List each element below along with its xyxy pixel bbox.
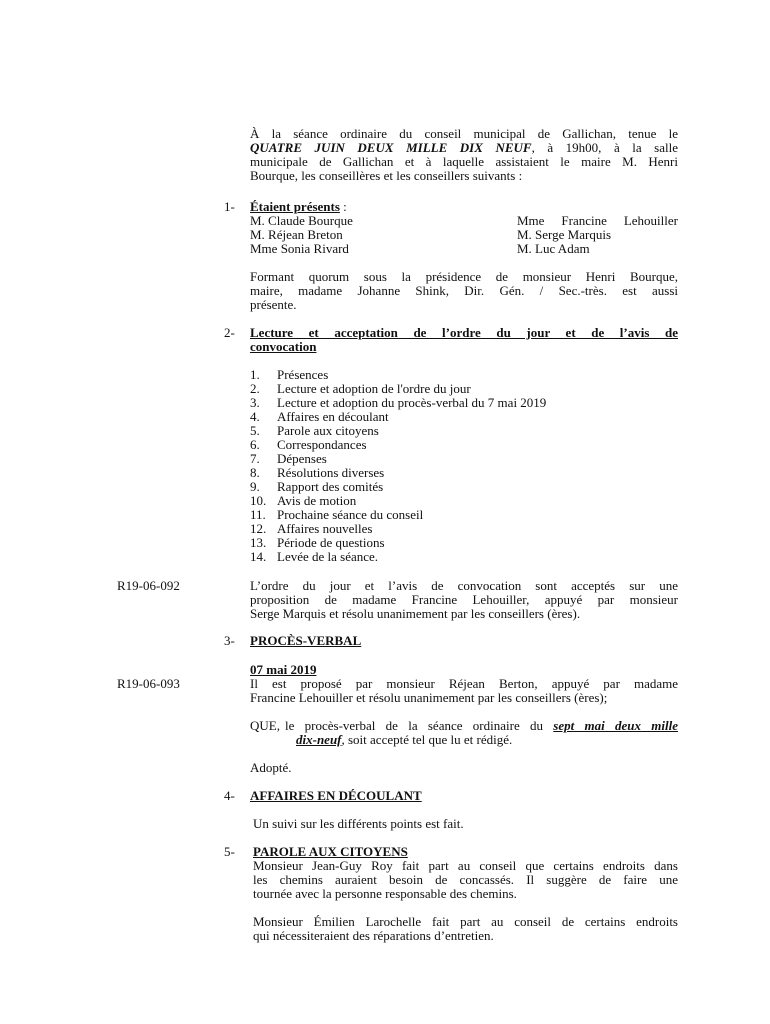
section-number: 1- (224, 199, 235, 214)
resolution-line: Il est proposé par monsieur Réjean Berton, appuyé par madame (250, 676, 678, 691)
proces-verbal-heading: PROCÈS-VERBAL (250, 633, 362, 648)
agenda-item-number: 10. (250, 493, 267, 508)
agenda-item-number: 7. (250, 451, 260, 466)
agenda-item-number: 14. (250, 549, 267, 564)
section-presences (250, 200, 678, 256)
agenda-item-number: 8. (250, 465, 260, 480)
section-heading (250, 200, 678, 214)
intro-line-rest: , à 19h00, à la salle (531, 140, 678, 155)
attendee: M. Serge Marquis (517, 227, 612, 242)
agenda-item-number: 11. (250, 507, 266, 522)
intro-line: À la séance ordinaire du conseil municipal de Gallichan, tenue le (250, 126, 678, 141)
section-heading (250, 789, 678, 803)
agenda-item-label: Levée de la séance. (277, 549, 379, 564)
agenda-item-label: Affaires en découlant (277, 409, 389, 424)
agenda-item-label: Dépenses (277, 451, 327, 466)
agenda-item-number: 1. (250, 367, 260, 382)
attendee-row (250, 242, 678, 256)
attendee: M. Luc Adam (517, 241, 590, 256)
quorum-line: présente. (250, 297, 297, 312)
agenda-item (250, 480, 678, 494)
proces-verbal-date (250, 663, 678, 677)
presences-heading: Étaient présents (250, 199, 340, 214)
agenda-item-number: 3. (250, 395, 260, 410)
que-end: , soit accepté tel que lu et rédigé. (341, 732, 513, 747)
agenda-item (250, 494, 678, 508)
intro-line: Bourque, les conseillères et les conseillers suivants : (250, 168, 523, 183)
attendee: M. Claude Bourque (250, 213, 353, 228)
resolution-line: Serge Marquis et résolu unanimement par les conseillers (ères). (250, 606, 581, 621)
agenda-heading-line: convocation (250, 339, 317, 354)
agenda-item-number: 12. (250, 521, 267, 536)
section-heading (250, 326, 678, 354)
que-date: dix-neuf (296, 732, 342, 747)
agenda-item (250, 522, 678, 536)
agenda-item (250, 508, 678, 522)
que-line (250, 719, 678, 733)
agenda-item (250, 550, 678, 564)
agenda-item (250, 382, 678, 396)
section-number: 3- (224, 633, 235, 648)
agenda-item-label: Présences (277, 367, 329, 382)
agenda-item-number: 2. (250, 381, 260, 396)
section-number: 5- (224, 844, 235, 859)
agenda-heading-line: Lecture et acceptation de l’ordre du jour et de l’avis de (250, 325, 678, 340)
que-label: QUE, (250, 718, 280, 733)
agenda-item-label: Prochaine séance du conseil (277, 507, 424, 522)
attendee: Mme Sonia Rivard (250, 241, 349, 256)
presences-heading-suffix: : (339, 199, 347, 214)
agenda-list (250, 368, 678, 564)
section-heading (250, 634, 678, 648)
que-clause (250, 719, 678, 747)
agenda-item-number: 6. (250, 437, 260, 452)
agenda-item-label: Période de questions (277, 535, 385, 550)
agenda-item (250, 368, 678, 382)
resolution-line: L’ordre du jour et l’avis de convocation sont acceptés sur une (250, 578, 678, 593)
resolution-number: R19-06-093 (117, 676, 180, 691)
resolution-line: proposition de madame Francine Lehouiller, appuyé par monsieur (250, 592, 678, 607)
agenda-item (250, 452, 678, 466)
agenda-item-label: Affaires nouvelles (277, 521, 373, 536)
section-number: 2- (224, 325, 235, 340)
attendee: M. Réjean Breton (250, 227, 343, 242)
agenda-item-label: Parole aux citoyens (277, 423, 379, 438)
agenda-item (250, 438, 678, 452)
citizen-paragraph (253, 859, 678, 901)
agenda-item-label: Correspondances (277, 437, 367, 452)
meeting-date-caps: QUATRE JUIN DEUX MILLE DIX NEUF (250, 140, 532, 155)
citizen-line: qui nécessiteraient des réparations d’entretien. (253, 928, 494, 943)
citizen-paragraph (253, 915, 678, 943)
agenda-item (250, 536, 678, 550)
citizen-line: Monsieur Émilien Larochelle fait part au conseil de certains endroits (253, 914, 678, 929)
resolution-paragraph (250, 677, 678, 705)
adopted-text: Adopté. (250, 760, 292, 775)
agenda-item-label: Avis de motion (277, 493, 357, 508)
resolution-number: R19-06-092 (117, 578, 180, 593)
quorum-line: maire, madame Johanne Shink, Dir. Gén. / Sec.-très. est aussi (250, 283, 678, 298)
intro-line (250, 141, 678, 155)
que-date: sept mai deux mille (553, 718, 678, 733)
attendee-row (250, 214, 678, 228)
que-text-body: le procès-verbal de la séance ordinaire du (285, 718, 554, 733)
resolution-line: Francine Lehouiller et résolu unanimement par les conseillers (ères); (250, 690, 608, 705)
resolution-paragraph (250, 579, 678, 621)
agenda-item-label: Lecture et adoption de l'ordre du jour (277, 381, 471, 396)
section-heading (253, 845, 678, 859)
agenda-item-label: Rapport des comités (277, 479, 384, 494)
agenda-item-number: 9. (250, 479, 260, 494)
quorum-paragraph (250, 270, 678, 312)
citizen-line: les chemins auraient besoin de concassés. Il suggère de faire une (253, 872, 678, 887)
parole-heading: PAROLE AUX CITOYENS (253, 844, 408, 859)
affaires-text: Un suivi sur les différents points est fait. (253, 816, 464, 831)
citizen-line: tournée avec la personne responsable des chemins. (253, 886, 517, 901)
agenda-item-number: 4. (250, 409, 260, 424)
section-number: 4- (224, 788, 235, 803)
agenda-item (250, 396, 678, 410)
agenda-item (250, 466, 678, 480)
agenda-item (250, 424, 678, 438)
intro-line: municipale de Gallichan et à laquelle assistaient le maire M. Henri (250, 154, 678, 169)
agenda-item-label: Lecture et adoption du procès-verbal du 7 mai 2019 (277, 395, 547, 410)
citizen-line: Monsieur Jean-Guy Roy fait part au conseil que certains endroits dans (253, 858, 678, 873)
agenda-item-number: 13. (250, 535, 267, 550)
agenda-item-label: Résolutions diverses (277, 465, 385, 480)
minutes-date: 07 mai 2019 (250, 662, 317, 677)
affaires-heading: AFFAIRES EN DÉCOULANT (250, 788, 422, 803)
quorum-line: Formant quorum sous la présidence de monsieur Henri Bourque, (250, 269, 678, 284)
que-text (285, 719, 678, 733)
attendee: Mme Francine Lehouiller (517, 213, 678, 228)
attendee-row (250, 228, 678, 242)
agenda-item (250, 410, 678, 424)
intro-paragraph (250, 127, 678, 183)
que-line (250, 733, 678, 747)
agenda-item-number: 5. (250, 423, 260, 438)
